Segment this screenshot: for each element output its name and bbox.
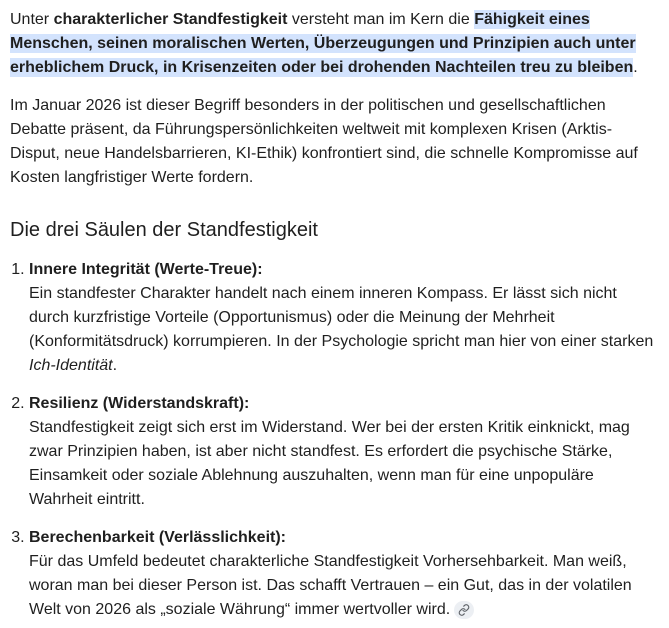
- intro-pre: Unter: [10, 11, 54, 28]
- context-paragraph: Im Januar 2026 ist dieser Begriff besonders in der politischen und gesellschaftlichen Debatte präsent, da Führungspersönlichkeiten weltweit mit komplexen Krisen (Arktis-Disput, neue Handelsbarrieren, KI-Ethik) konfrontiert sind, die schnelle Kompromisse auf Kosten langfristiger Werte fordern.: [10, 97, 638, 186]
- intro-highlight: Fähigkeit eines Menschen, seinen moralischen Werten, Überzeugungen und Prinzipien auch unter erheblichem Druck, in Krisenzeiten oder bei drohenden Nachteilen treu zu bleiben: [10, 11, 636, 76]
- pillars-list: [10, 258, 659, 622]
- pillar-end: .: [112, 357, 118, 374]
- list-item: [29, 258, 659, 378]
- pillar-emphasis: Ich-Identität: [29, 357, 113, 374]
- source-link-button[interactable]: [454, 601, 474, 619]
- pillar-text: Ein standfester Charakter handelt nach einem inneren Kompass. Er lässt sich nicht durch kurzfristige Vorteile (Opportunismus) oder die Meinung der Mehrheit (Konformitätsdruck) korrumpieren. In der Psychologie spricht man hier von einer starken: [29, 285, 654, 350]
- intro-paragraph: [10, 8, 659, 80]
- section-heading: Die drei Säulen der Standfestigkeit: [10, 219, 318, 241]
- pillar-text: Standfestigkeit zeigt sich erst im Widerstand. Wer bei der ersten Kritik einknickt, mag zwar Prinzipien haben, ist aber nicht standfest. Es erfordert die psychische Stärke, Einsamkeit oder soziale Ablehnung auszuhalten, wenn man für eine unpopuläre Wahrheit eintritt.: [29, 419, 630, 508]
- pillar-title: 1. Innere Integrität (Werte-Treue):: [29, 261, 263, 278]
- pillar-title: 3. Berechenbarkeit (Verlässlichkeit):: [29, 529, 287, 546]
- intro-bold-term: charakterlicher Standfestigkeit: [53, 11, 288, 28]
- pillar-title: 2. Resilienz (Widerstandskraft):: [29, 395, 250, 412]
- link-icon: [458, 604, 470, 616]
- list-item: [29, 392, 659, 512]
- pillar-text: Für das Umfeld bedeutet charakterliche Standfestigkeit Vorhersehbarkeit. Man weiß, woran man bei dieser Person ist. Das schafft Vertrauen – ein Gut, das in der volatilen Welt von 2026 als „soziale Währung“ immer wertvoller wird.: [29, 553, 632, 618]
- intro-mid: versteht man im Kern die: [287, 11, 475, 28]
- intro-end: .: [633, 59, 638, 76]
- list-item: [29, 526, 659, 622]
